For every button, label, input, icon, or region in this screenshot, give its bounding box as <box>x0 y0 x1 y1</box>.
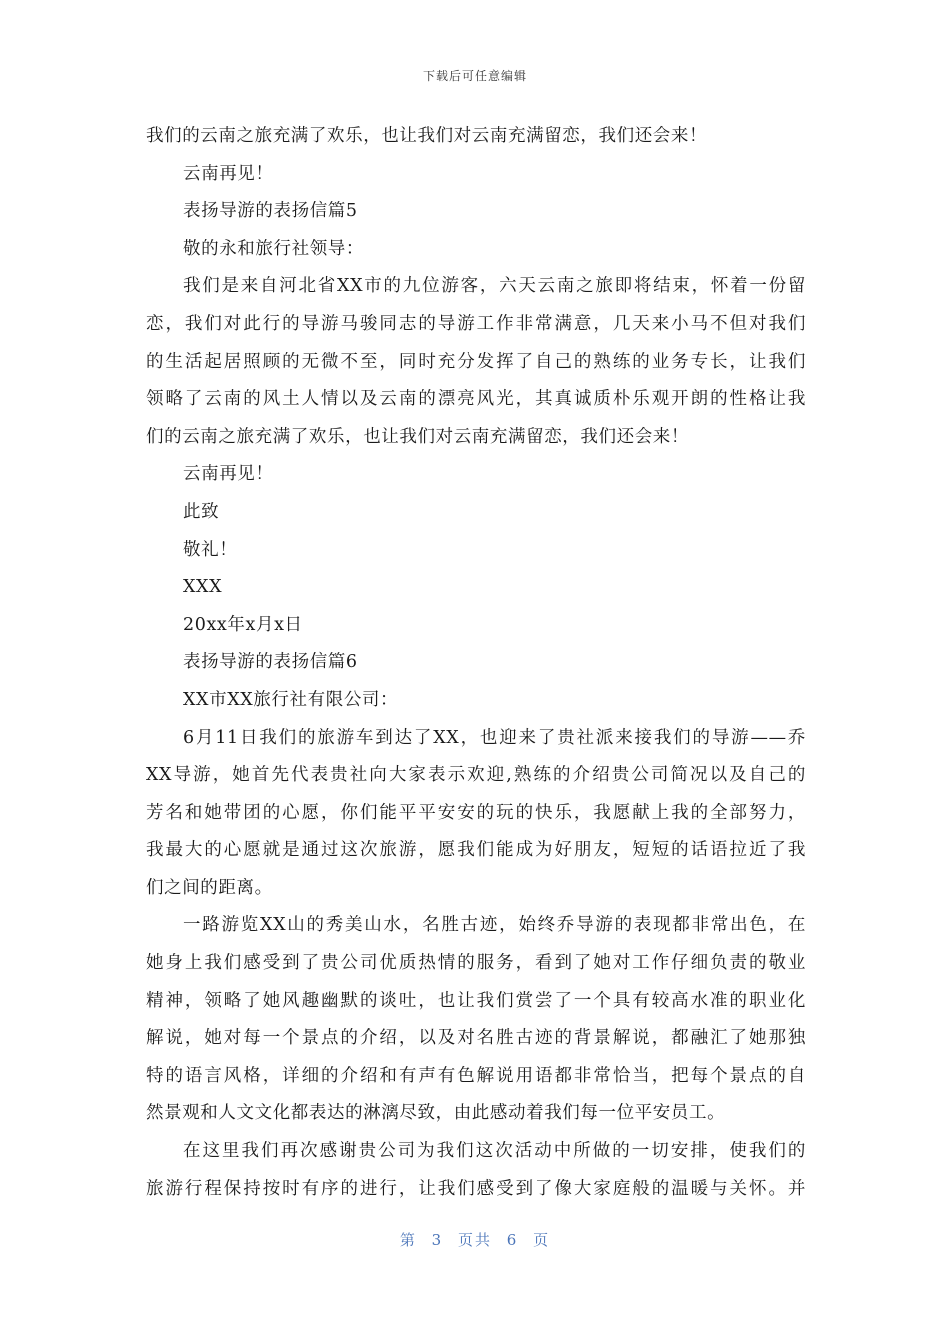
text-line: 特的语言风格，详细的介绍和有声有色解说用语都非常恰当，把每个景点的自 <box>146 1065 806 1086</box>
text-line: 解说，她对每一个景点的介绍，以及对名胜古迹的背景解说，都融汇了她那独 <box>146 1028 806 1049</box>
text-line: 我们是来自河北省XX市的九位游客，六天云南之旅即将结束，怀着一份留 <box>183 276 806 297</box>
text-line: 敬的永和旅行社领导： <box>183 238 364 259</box>
text-line: 表扬导游的表扬信篇5 <box>183 201 358 222</box>
text-line: 然景观和人文文化都表达的淋漓尽致，由此感动着我们每一位平安员工。 <box>146 1103 726 1124</box>
document-body <box>146 118 806 1208</box>
text-line: 云南再见！ <box>183 163 274 184</box>
text-line: 20xx年x月x日 <box>183 614 303 635</box>
page-header: 下载后可任意编辑 <box>422 69 527 83</box>
text-line: 我最大的心愿就是通过这次旅游，愿我们能成为好朋友，短短的话语拉近了我 <box>146 840 806 861</box>
text-line: 恋，我们对此行的导游马骏同志的导游工作非常满意，几天来小马不但对我们 <box>146 313 806 334</box>
text-line: 此致 <box>183 501 220 522</box>
text-line: 旅游行程保持按时有序的进行，让我们感受到了像大家庭般的温暖与关怀。并 <box>146 1178 806 1199</box>
text-line: 她身上我们感受到了贵公司优质热情的服务，看到了她对工作仔细负责的敬业 <box>146 953 806 974</box>
text-line: 芳名和她带团的心愿，你们能平平安安的玩的快乐，我愿献上我的全部努力， <box>146 802 806 823</box>
text-line: 在这里我们再次感谢贵公司为我们这次活动中所做的一切安排，使我们的 <box>183 1141 806 1162</box>
text-line: 领略了云南的风土人情以及云南的漂亮风光，其真诚质朴乐观开朗的性格让我 <box>146 389 806 410</box>
text-line: 表扬导游的表扬信篇6 <box>183 652 358 673</box>
text-line: 们的云南之旅充满了欢乐，也让我们对云南充满留恋，我们还会来！ <box>146 426 689 447</box>
text-line: 一路游览XX山的秀美山水，名胜古迹，始终乔导游的表现都非常出色，在 <box>183 915 806 936</box>
text-line: XXX <box>183 577 223 598</box>
text-line: 的生活起居照顾的无微不至，同时充分发挥了自己的熟练的业务专长，让我们 <box>146 351 806 372</box>
text-line: 我们的云南之旅充满了欢乐，也让我们对云南充满留恋，我们还会来！ <box>146 126 708 146</box>
text-line: 敬礼！ <box>183 539 238 560</box>
text-line: 6月11日我们的旅游车到达了XX，也迎来了贵社派来接我们的导游——乔 <box>183 727 806 748</box>
text-line: 精神，领略了她风趣幽默的谈吐，也让我们赏尝了一个具有较高水准的职业化 <box>146 990 806 1011</box>
page-number-footer: 第 3 页共 6 页 <box>399 1231 551 1249</box>
text-line: 们之间的距离。 <box>146 877 273 898</box>
text-line: XX导游，她首先代表贵社向大家表示欢迎,熟练的介绍贵公司简况以及自己的 <box>146 765 806 786</box>
text-line: 云南再见！ <box>183 464 274 485</box>
text-line: XX市XX旅行社有限公司： <box>183 689 399 710</box>
